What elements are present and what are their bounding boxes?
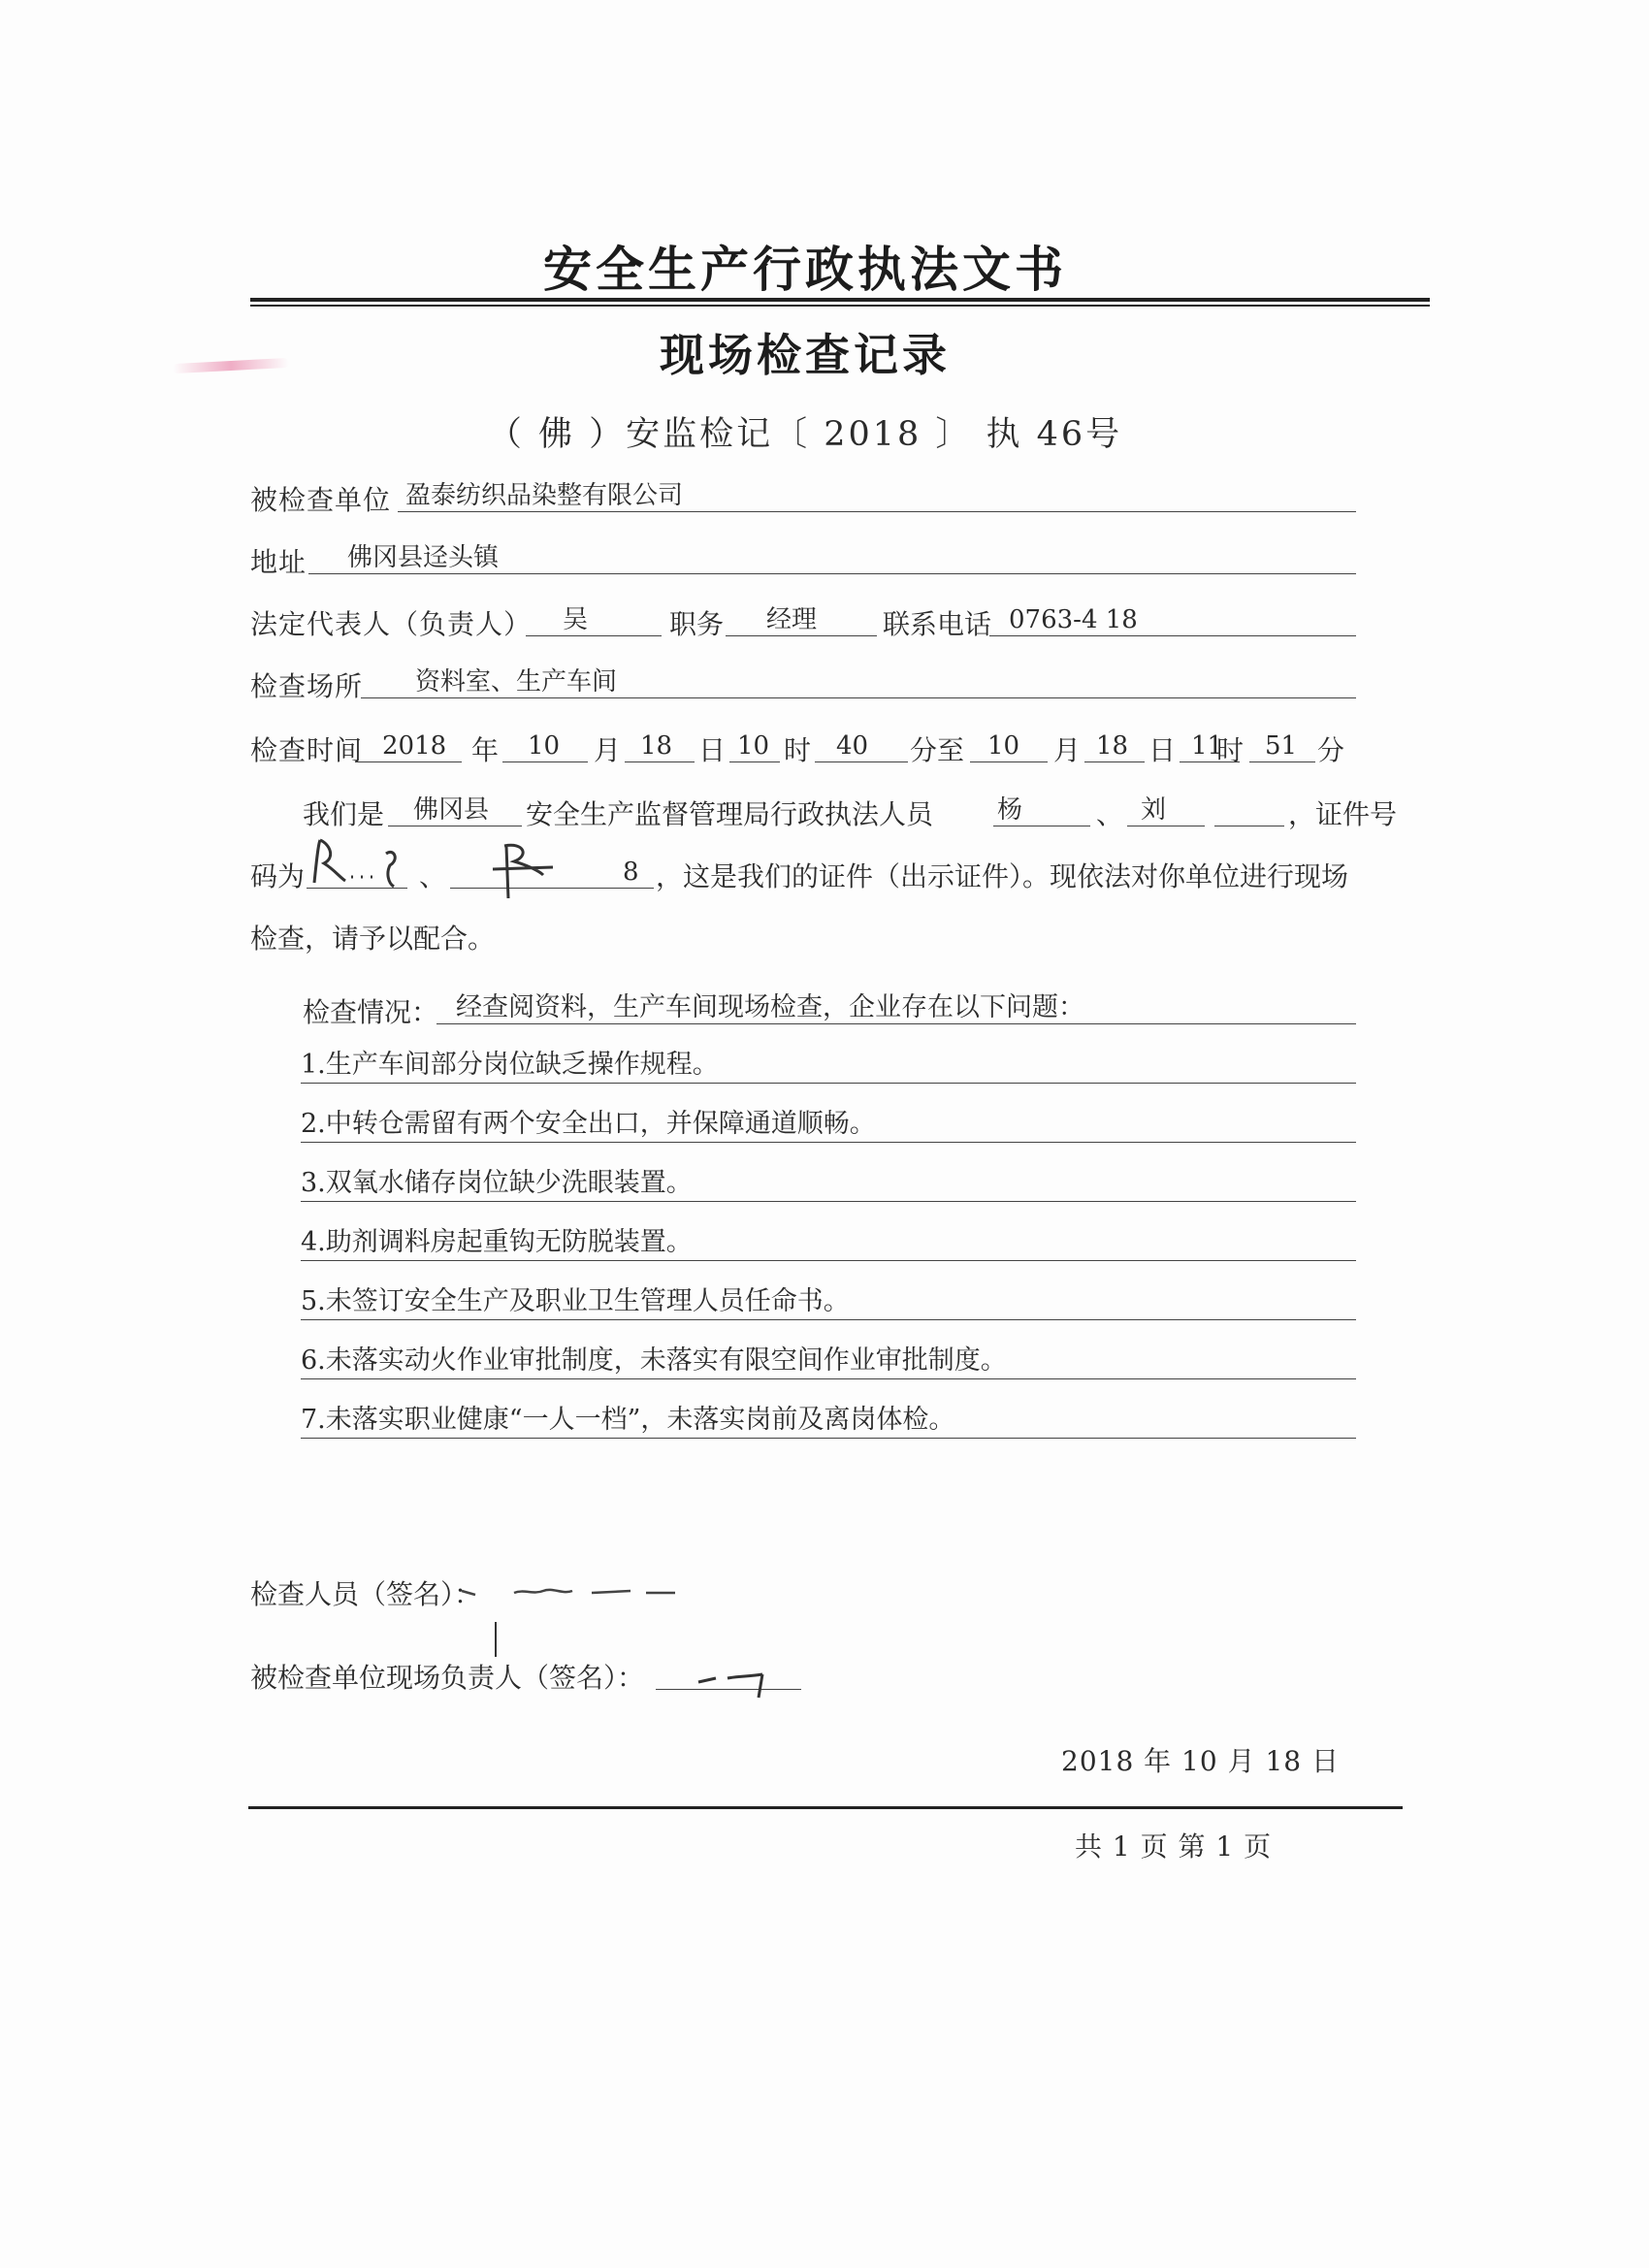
- position-field: 经理: [726, 603, 877, 636]
- finding-item: 1.生产车间部分岗位缺乏操作规程。: [301, 1048, 1356, 1084]
- handwriting-cert-2: [485, 836, 582, 904]
- unit-rep-signature-label: 被检查单位现场负责人（签名）：: [250, 1662, 645, 1694]
- legal-rep-label: 法定代表人（负责人）: [250, 608, 533, 640]
- page-indicator: 共 1 页 第 1 页: [1075, 1831, 1273, 1863]
- inspected-unit-label: 被检查单位: [250, 484, 392, 516]
- time-month-start: 10: [502, 729, 588, 762]
- inspector-signature-label: 检查人员（签名）：: [250, 1578, 482, 1610]
- time-hour-end-unit: 时: [1216, 734, 1245, 766]
- address-field: 佛冈县迳头镇: [308, 541, 1356, 574]
- statement-present-certificate: ，这是我们的证件（出示证件）。现依法对你单位进行现场: [656, 860, 1349, 892]
- finding-item: 5.未签订安全生产及职业卫生管理人员任命书。: [301, 1284, 1356, 1320]
- statement-we-are: 我们是: [303, 798, 385, 830]
- time-hour-end: 11: [1180, 729, 1240, 762]
- time-month-unit: 月: [594, 734, 622, 766]
- statement-officer-1: 杨: [993, 794, 1090, 826]
- address-label: 地址: [250, 546, 307, 578]
- certificate-2-field: 8: [450, 856, 654, 889]
- phone-label: 联系电话: [883, 608, 992, 640]
- place-field: 资料室、生产车间: [361, 665, 1356, 698]
- position-label: 职务: [669, 608, 725, 640]
- statement-officer-3: [1214, 794, 1284, 826]
- time-year: 2018: [355, 729, 462, 762]
- statement-code-for: 码为: [250, 860, 306, 892]
- time-day-start: 18: [625, 729, 695, 762]
- time-minute-start: 40: [815, 729, 908, 762]
- legal-rep-field: 吴: [526, 603, 662, 636]
- place-label: 检查场所: [250, 670, 364, 702]
- inspection-intro: 经查阅资料，生产车间现场检查，企业存在以下问题：: [436, 991, 1356, 1024]
- phone-field: 0763-4 18: [989, 603, 1356, 636]
- inspection-label: 检查情况：: [303, 996, 439, 1028]
- signing-date: 2018 年 10 月 18 日: [1061, 1745, 1341, 1777]
- unit-rep-signature: [669, 1649, 815, 1703]
- title-rule-bottom: [250, 305, 1430, 307]
- pen-stroke: [493, 1622, 499, 1661]
- time-minute-unit: 分至: [910, 734, 965, 766]
- finding-item: 7.未落实职业健康“一人一档”，未落实岗前及离岗体检。: [301, 1403, 1356, 1439]
- time-minute-end: 51: [1249, 729, 1315, 762]
- statement-agency: 安全生产监督管理局行政执法人员: [526, 798, 934, 830]
- title-rule-top: [250, 298, 1430, 302]
- time-hour-unit: 时: [784, 734, 812, 766]
- finding-item: 3.双氧水储存岗位缺少洗眼装置。: [301, 1166, 1356, 1202]
- statement-county: 佛冈县: [388, 794, 522, 826]
- time-day-end-unit: 日: [1148, 734, 1177, 766]
- time-label: 检查时间: [250, 734, 364, 766]
- time-day-unit: 日: [698, 734, 727, 766]
- statement-cert-no-label: ，证件号: [1288, 798, 1398, 830]
- finding-item: 2.中转仓需留有两个安全出口，并保障通道顺畅。: [301, 1107, 1356, 1143]
- finding-item: 4.助剂调料房起重钩无防脱装置。: [301, 1225, 1356, 1261]
- document-title: 安全生产行政执法文书: [543, 242, 1067, 298]
- time-minute-end-unit: 分: [1317, 734, 1345, 766]
- document-subtitle: 现场检查记录: [660, 329, 951, 381]
- time-day-end: 18: [1084, 729, 1145, 762]
- footer-rule: [248, 1806, 1403, 1809]
- time-month-end: 10: [970, 729, 1048, 762]
- time-year-unit: 年: [471, 734, 500, 766]
- inspector-signature: [456, 1564, 728, 1612]
- certificate-separator: 、: [419, 860, 447, 892]
- inspected-unit-field: 盈泰纺织品染整有限公司: [398, 479, 1356, 512]
- statement-separator: 、: [1096, 798, 1124, 830]
- statement-officer-2: 刘: [1127, 794, 1205, 826]
- document-number: （ 佛 ）安监检记〔 2018 〕 执 46号: [487, 415, 1123, 454]
- statement-please-cooperate: 检查，请予以配合。: [250, 923, 496, 955]
- handwriting-cert-1: [307, 834, 433, 892]
- finding-item: 6.未落实动火作业审批制度，未落实有限空间作业审批制度。: [301, 1344, 1356, 1379]
- time-hour-start: 10: [729, 729, 780, 762]
- time-month-end-unit: 月: [1053, 734, 1082, 766]
